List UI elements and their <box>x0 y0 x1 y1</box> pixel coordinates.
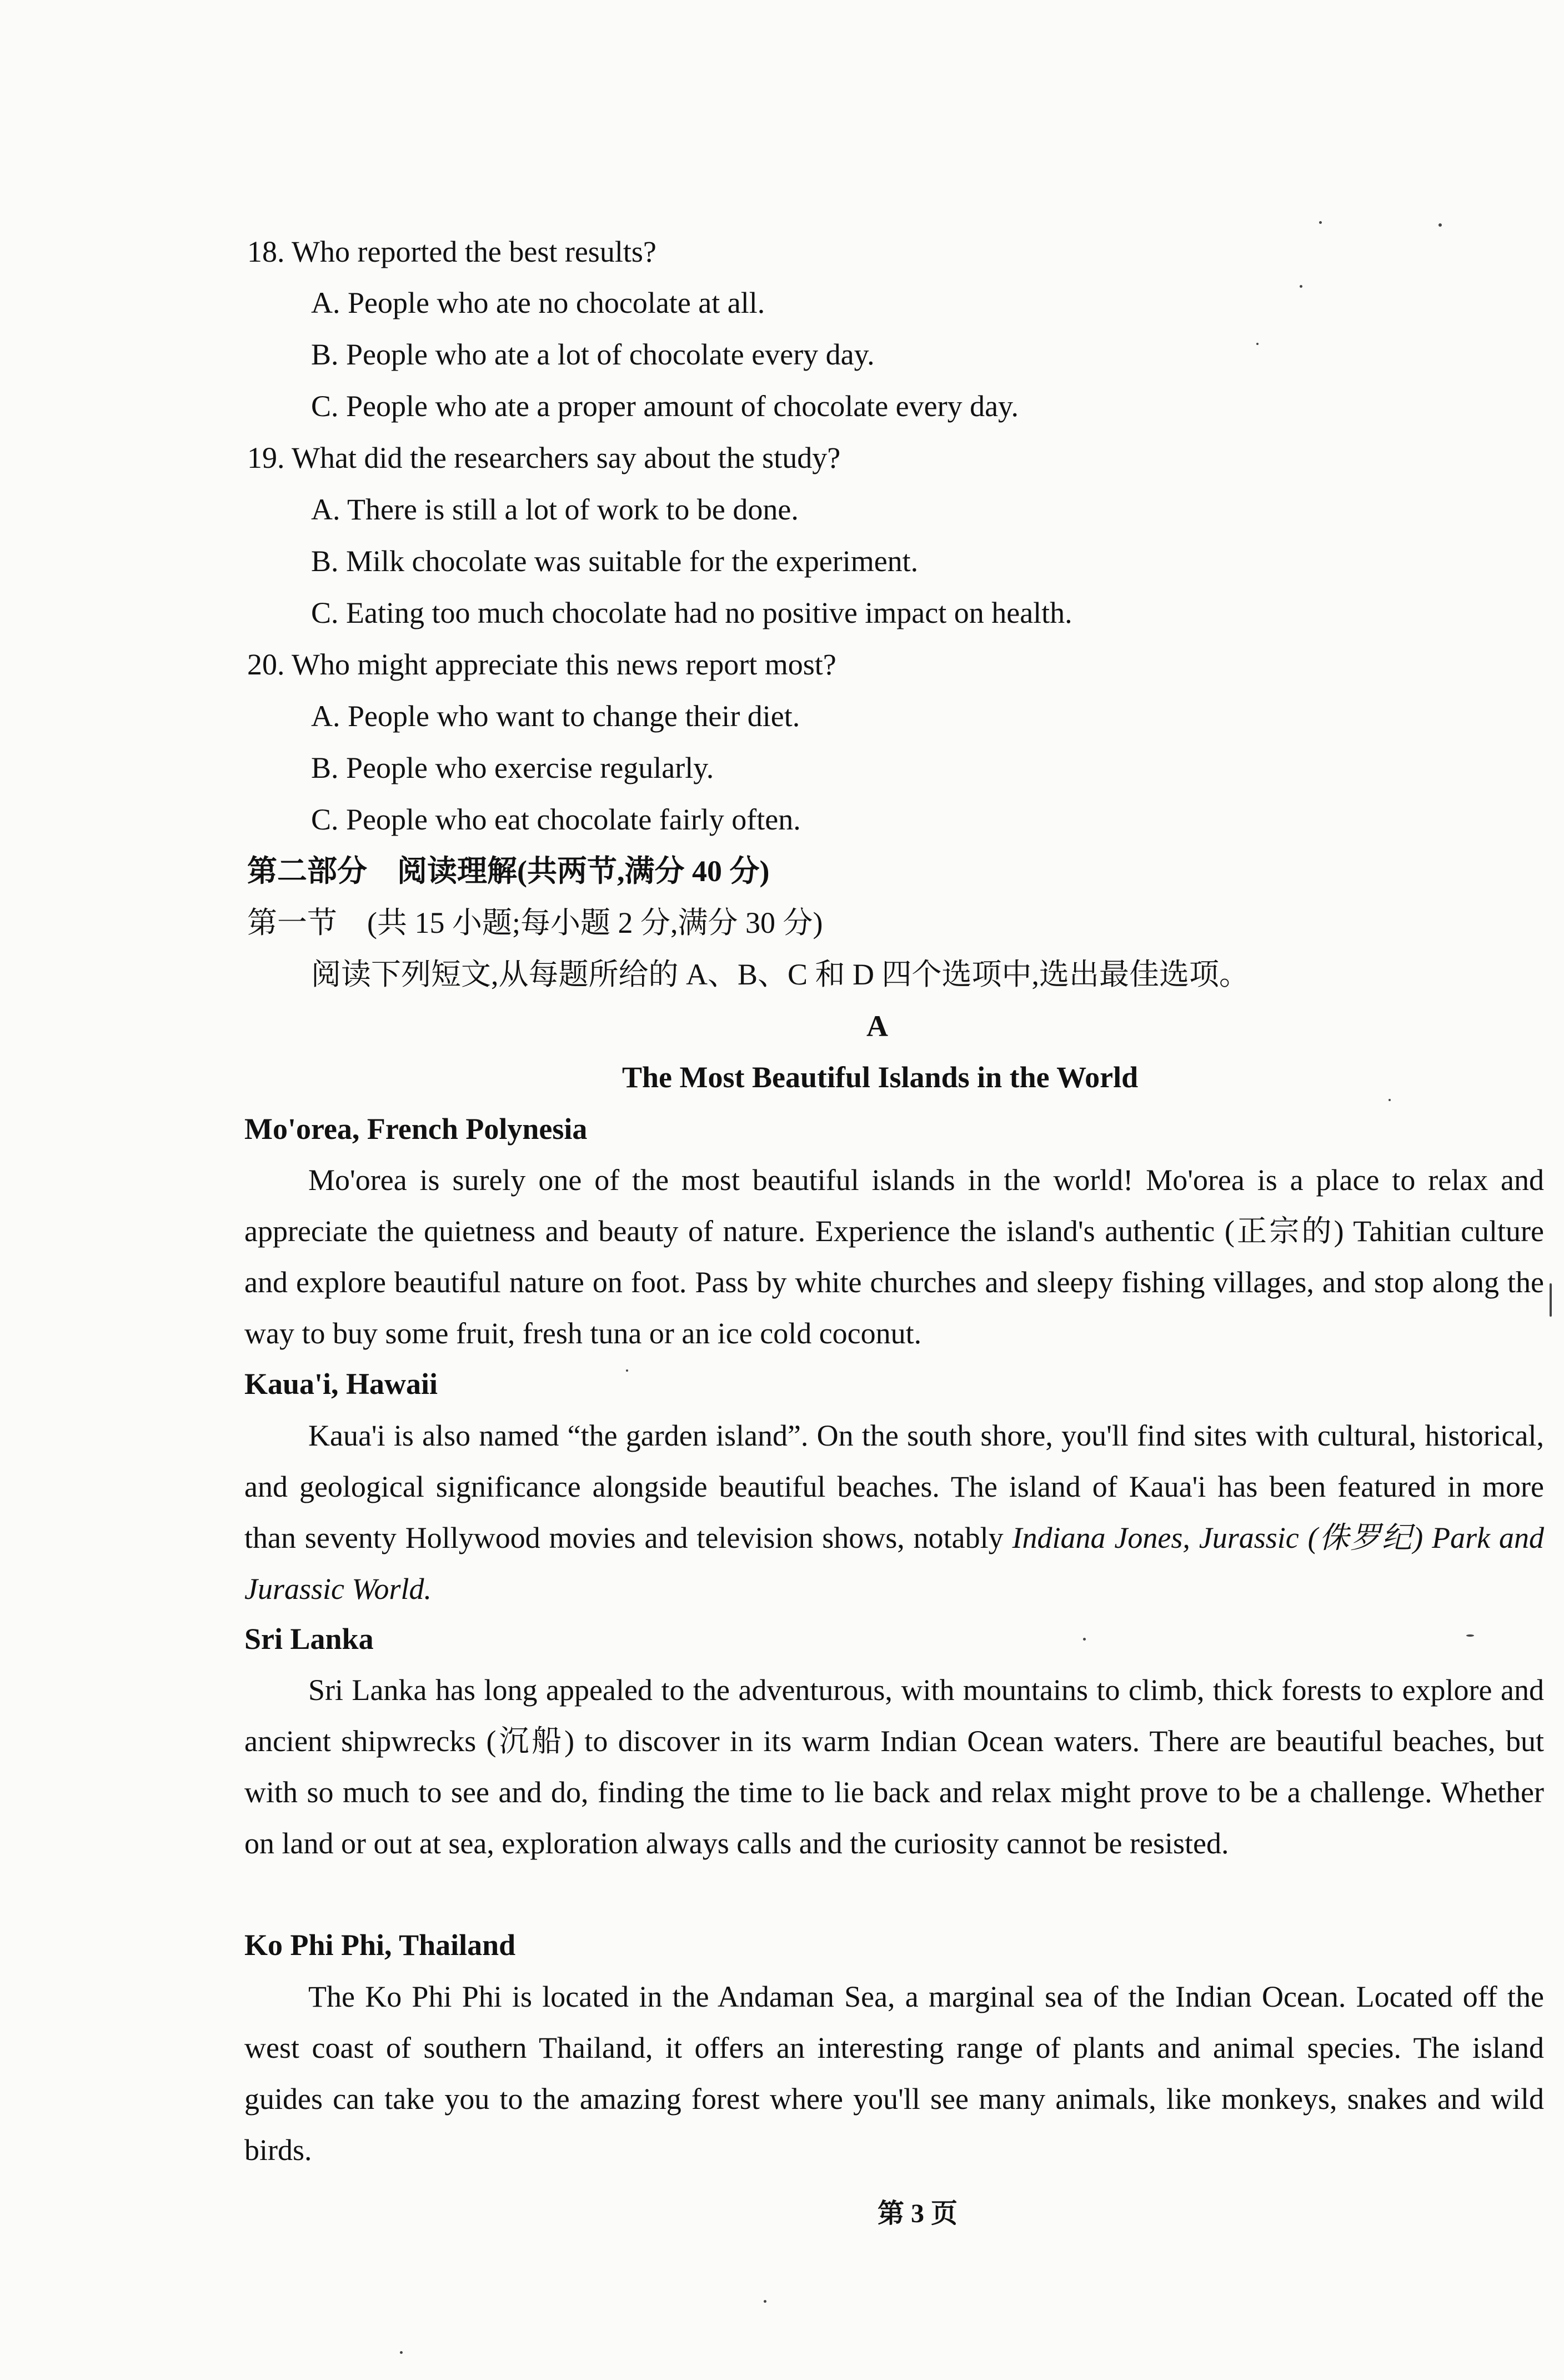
question-18-option-b: B. People who ate a lot of chocolate every day. <box>311 338 875 371</box>
question-20-option-b: B. People who exercise regularly. <box>311 751 714 784</box>
island-paragraph-ko-phi-phi: The Ko Phi Phi is located in the Andaman Sea, a marginal sea of the Indian Ocean. Located off the west coast of southern Thailand, it offers an interesting range of plants and animal species. The island guides can take you to the amazing forest where you'll see many animals, like monkeys, snakes and wild birds. <box>244 1980 1544 2167</box>
question-20-option-c: C. People who eat chocolate fairly often. <box>311 803 801 836</box>
island-heading-kauai: Kaua'i, Hawaii <box>244 1367 438 1401</box>
section1-heading: 第一节 (共 15 小题;每小题 2 分,满分 30 分) <box>247 906 823 939</box>
scan-speck <box>400 2351 403 2354</box>
scan-speck <box>1319 221 1322 224</box>
island-paragraph-sri-lanka: Sri Lanka has long appealed to the adventurous, with mountains to climb, thick forests to explore and ancient shipwrecks (沉船) to discover in its warm Indian Ocean waters. There are beautiful beaches, but with so much to see and do, finding the time to lie back and relax might prove to be a challenge. Whether on land or out at sea, exploration always calls and the curiosity cannot be resisted. <box>244 1673 1544 1860</box>
island-heading-sri-lanka: Sri Lanka <box>244 1622 374 1656</box>
passage-title: The Most Beautiful Islands in the World <box>622 1061 1139 1094</box>
scan-speck <box>1300 285 1302 288</box>
kauai-text: Kaua'i is also named “the garden island”. On the south shore, you'll find sites with cultural, historical, and geological significance alongside beautiful beaches. The island of Kaua'i has been featured in more than seventy Hollywood movies and television shows, notably <box>244 1419 1544 1554</box>
page-number: 第 3 页 <box>878 2199 958 2228</box>
question-18-option-a: A. People who ate no chocolate at all. <box>311 286 765 319</box>
reading-instruction: 阅读下列短文,从每题所给的 A、B、C 和 D 四个选项中,选出最佳选项。 <box>311 958 1250 991</box>
question-20-option-a: A. People who want to change their diet. <box>311 699 800 733</box>
scan-speck <box>626 1369 628 1372</box>
question-19-option-a: A. There is still a lot of work to be done. <box>311 493 799 526</box>
island-heading-ko-phi-phi: Ko Phi Phi, Thailand <box>244 1928 516 1962</box>
part2-heading: 第二部分 阅读理解(共两节,满分 40 分) <box>247 854 770 888</box>
scan-speck <box>1438 223 1442 227</box>
passage-letter: A <box>866 1009 888 1043</box>
question-20-stem: 20. Who might appreciate this news report most? <box>247 648 836 681</box>
scan-speck <box>764 2300 766 2303</box>
question-19-option-b: B. Milk chocolate was suitable for the experiment. <box>311 544 919 578</box>
scan-speck <box>1466 1634 1474 1637</box>
question-19-option-c: C. Eating too much chocolate had no positive impact on health. <box>311 596 1072 629</box>
island-paragraph-kauai <box>244 1410 1544 1614</box>
scan-edge-mark <box>1550 1283 1552 1317</box>
island-heading-moorea: Mo'orea, French Polynesia <box>244 1112 588 1146</box>
scan-speck <box>1256 343 1259 345</box>
scan-speck <box>1083 1638 1086 1641</box>
question-19-stem: 19. What did the researchers say about the study? <box>247 441 841 474</box>
island-paragraph-moorea: Mo'orea is surely one of the most beautiful islands in the world! Mo'orea is a place to relax and appreciate the quietness and beauty of nature. Experience the island's authentic (正宗的) Tahitian culture and explore beautiful nature on foot. Pass by white churches and sleepy fishing villages, and stop along the way to buy some fruit, fresh tuna or an ice cold coconut. <box>244 1163 1544 1350</box>
scan-speck <box>1388 1099 1391 1101</box>
question-18-stem: 18. Who reported the best results? <box>247 235 656 268</box>
question-18-option-c: C. People who ate a proper amount of chocolate every day. <box>311 389 1019 423</box>
kauai-movie-titles: Indiana Jones, Jurassic (侏罗纪) Park and Jurassic World. <box>244 1521 1544 1606</box>
